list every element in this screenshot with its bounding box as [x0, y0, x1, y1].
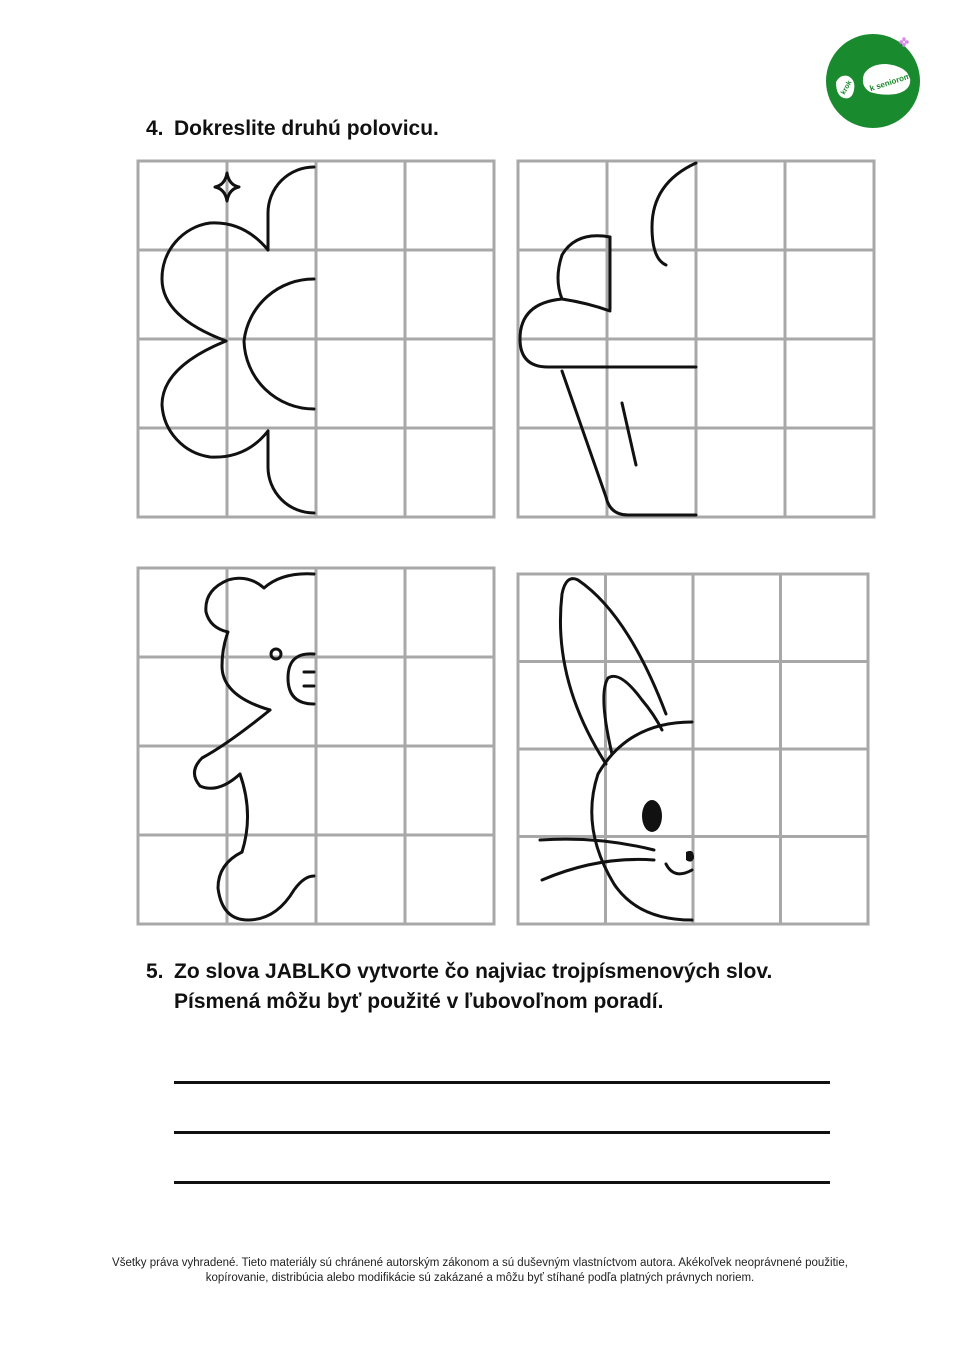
ice-cream-grid[interactable] [518, 161, 874, 517]
answer-line-1[interactable] [174, 1081, 830, 1084]
footer-line-2: kopírovanie, distribúcia alebo modifikácie sú zakázané a môžu byť stíhané podľa platných právnych noriem. [205, 1272, 755, 1284]
task-number: 4. [146, 117, 164, 140]
task-number: 5. [146, 960, 164, 983]
flower-grid[interactable] [138, 161, 494, 517]
bunny-nose [686, 851, 694, 862]
task-text-line-2: Písmená môžu byť použité v ľubovoľnom poradí. [174, 990, 664, 1013]
teddy-bear-grid[interactable] [138, 568, 494, 924]
copyright-footer [60, 1256, 900, 1286]
bunny-eye [642, 800, 662, 832]
logo-text-left: krok [840, 79, 854, 96]
task-5-title [146, 957, 772, 1017]
logo-text-right: k seniorom [868, 71, 912, 94]
task-text-line-1: Zo slova JABLKO vytvorte čo najviac trojpísmenových slov. [174, 960, 773, 983]
answer-line-3[interactable] [174, 1181, 830, 1184]
bunny-grid[interactable] [518, 574, 868, 924]
task-text: Dokreslite druhú polovicu. [174, 117, 439, 140]
answer-line-2[interactable] [174, 1131, 830, 1134]
footer-line-1: Všetky práva vyhradené. Tieto materiály sú chránené autorským zákonom a sú duševným vlastníctvom autora. Akékoľvek neoprávnené použitie, [112, 1257, 848, 1269]
